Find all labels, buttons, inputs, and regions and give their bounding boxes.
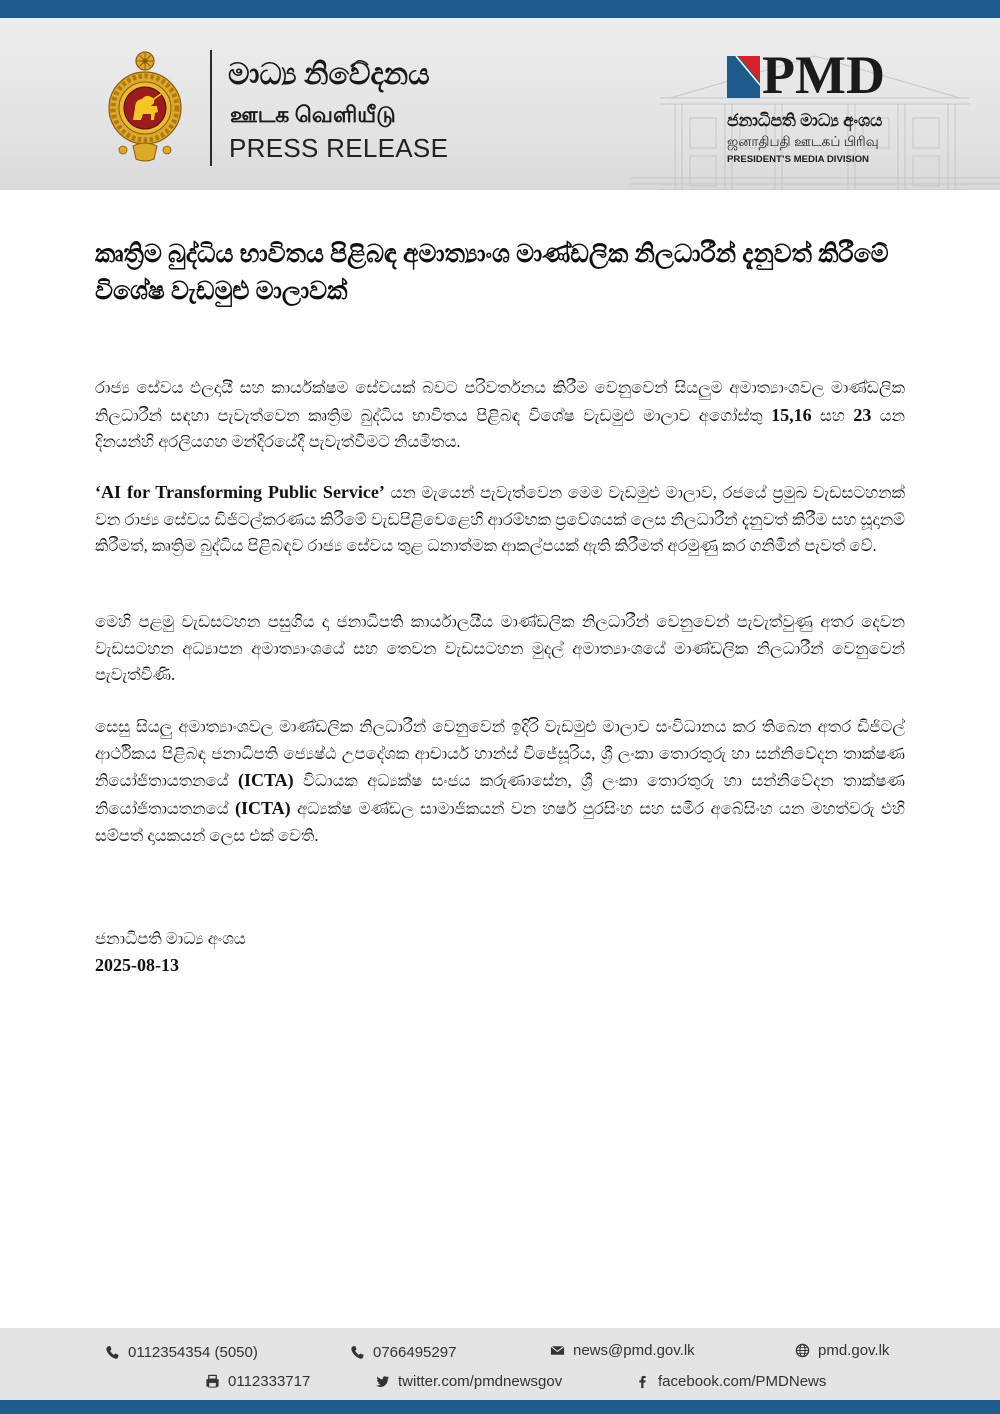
paragraph-text: යන මැයෙන් පැවැත්වෙන මෙම වැඩමුළු මාලාව, රජයේ ප්‍රමුඛ වැඩසටහනක් වන රාජ්‍ය සේවය ඩිජිටල්කරණය කිරීමේ වැඩපිළිවෙළෙහි ආරම්භක ප්‍රවේශයක් ලෙස නිලධාරීන් දැනුවත් කිරීම සහ සූදානම් කිරීමත්, කෘත්‍රිම බුද්ධිය පිළිබඳව රාජ්‍ය සේවය තුළ ධනාත්මක ආකල්පයක් ඇති කිරීමත් අරමුණු කර ගනිමින් පැවත් වේ.	[95, 483, 906, 556]
paragraph-text: යන දිනයන්හි අරලියගහ මන්දිරයේදී පැවැත්වීමට නියමිතය.	[95, 405, 905, 452]
twitter-icon	[375, 1374, 390, 1389]
icta-bold: (ICTA)	[238, 770, 294, 791]
paragraph-text: රාජ්‍ය සේවය ඵලදායී සහ කාර්යක්ෂම සේවයක් බවට පරිවර්තනය කිරීම වෙනුවෙන් සියලුම අමාත්‍යාංශවල මාණ්ඩලික නිලධාරීන් සඳහා පැවැත්වෙන කෘත්‍රිම බුද්ධිය භාවිතය පිළිබඳ විශේෂ වැඩමුළු මාලාව අගෝස්තු	[95, 378, 905, 425]
press-release-title-tamil: ஊடக வெளியீடு	[230, 102, 396, 127]
paragraph-text: සහ	[811, 405, 854, 425]
release-date: 2025-08-13	[95, 955, 179, 975]
paragraph-2	[95, 479, 905, 560]
pmd-brand-name: PMD	[762, 45, 885, 105]
date-bold: 23	[853, 404, 872, 425]
footer-email	[550, 1340, 695, 1360]
phone-icon	[350, 1345, 365, 1360]
footer-phone	[105, 1342, 258, 1362]
phone-icon	[105, 1345, 120, 1360]
fax-icon	[205, 1374, 220, 1389]
press-release-title-sinhala: මාධ්‍ය නිවේදනය	[228, 58, 430, 91]
top-color-bar	[0, 0, 1000, 18]
sri-lanka-emblem-image	[105, 50, 185, 162]
paragraph-text: සෙසු සියලු අමාත්‍යාංශවල මාණ්ඩලික නිලධාරීන් වෙනුවෙන් ඉදිරි වැඩමුළු මාලාව සංවිධානය කර තිබෙන අතර ඩිජිටල් ආර්ථිකය පිළිබඳ ජනාධිපති ජ්‍යෙෂ්ඨ උපදේශක ආචාර්ය හාන්ස් විජේසූරිය, ශ්‍රී ලංකා තොරතුරු හා සන්නිවේදන තාක්ෂණ නියෝජිතායතනයේ	[95, 717, 905, 791]
footer-twitter	[375, 1371, 562, 1391]
footer-phone-text: 0112354354 (5050)	[128, 1343, 258, 1361]
globe-icon	[795, 1343, 810, 1358]
bottom-color-bar	[0, 1400, 1000, 1414]
footer-facebook	[635, 1371, 826, 1391]
footer-fax	[205, 1371, 310, 1391]
footer-website-text: pmd.gov.lk	[818, 1341, 890, 1359]
pmd-name-tamil: ஜனாதிபதி ஊடகப் பிரிவு	[727, 134, 879, 149]
paragraph-text: විධායක අධ්‍යක්ෂ සංජය කරුණාසේන, ශ්‍රී ලංකා තොරතුරු හා සන්නිවේදන තාක්ෂණ නියෝජිතායතනයේ	[95, 771, 906, 819]
header-divider	[210, 50, 212, 166]
icta-bold: (ICTA)	[235, 798, 291, 819]
footer-website	[795, 1340, 889, 1360]
pmd-name-english: PRESIDENT’S MEDIA DIVISION	[727, 154, 869, 165]
dates-bold: 15,16	[771, 404, 812, 425]
footer-contact-bar	[0, 1328, 1000, 1400]
footer-fax-text: 0112333717	[228, 1372, 311, 1390]
footer-mobile	[350, 1342, 456, 1362]
press-release-title-english: PRESS RELEASE	[229, 133, 449, 163]
envelope-icon	[550, 1343, 565, 1358]
footer-email-text: news@pmd.gov.lk	[573, 1341, 695, 1359]
paragraph-1	[95, 375, 905, 456]
program-name-bold: ‘AI for Transforming Public Service’	[95, 482, 385, 502]
footer-facebook-text: facebook.com/PMDNews	[658, 1372, 827, 1390]
paragraph-4	[95, 714, 905, 850]
signature-office: ජනාධිපති මාධ්‍ය අංශය	[95, 929, 246, 948]
paragraph-3: මෙහි පළමු වැඩසටහන පසුගිය දා ජනාධිපති කාර්යාලයීය මාණ්ඩලික නිලධාරීන් වෙනුවෙන් පැවැත්වුණු අතර දෙවන වැඩසටහන අධ්‍යාපන අමාත්‍යාංශයේ සහ තෙවන වැඩසටහන මුදල් අමාත්‍යාංශයේ මාණ්ඩලික නිලධාරීන් වෙනුවෙන් පැවැත්විණි.	[95, 612, 905, 685]
headline: කෘත්‍රිම බුද්ධිය භාවිතය පිළිබඳ අමාත්‍යාංශ මාණ්ඩලික නිලධාරීන් දැනුවත් කිරීමේ විශේෂ වැඩමුළු මාලාවක්	[95, 241, 889, 305]
paragraph-text: අධ්‍යක්ෂ මණ්ඩල සාමාජිකයන් වන හර්ෂ පුරසිංහ සහ සමීර අබේසිංහ යන මහත්වරු එහි සම්පත් දායකයන් ලෙස එක් වෙති.	[95, 799, 905, 845]
pmd-name-sinhala: ජනාධිපති මාධ්‍ය අංශය	[727, 111, 883, 130]
footer-mobile-text: 0766495297	[373, 1343, 457, 1361]
footer-twitter-text: twitter.com/pmdnewsgov	[398, 1372, 563, 1390]
letterhead	[0, 18, 1000, 190]
pmd-logo-mark	[727, 56, 760, 98]
facebook-icon	[635, 1374, 650, 1389]
